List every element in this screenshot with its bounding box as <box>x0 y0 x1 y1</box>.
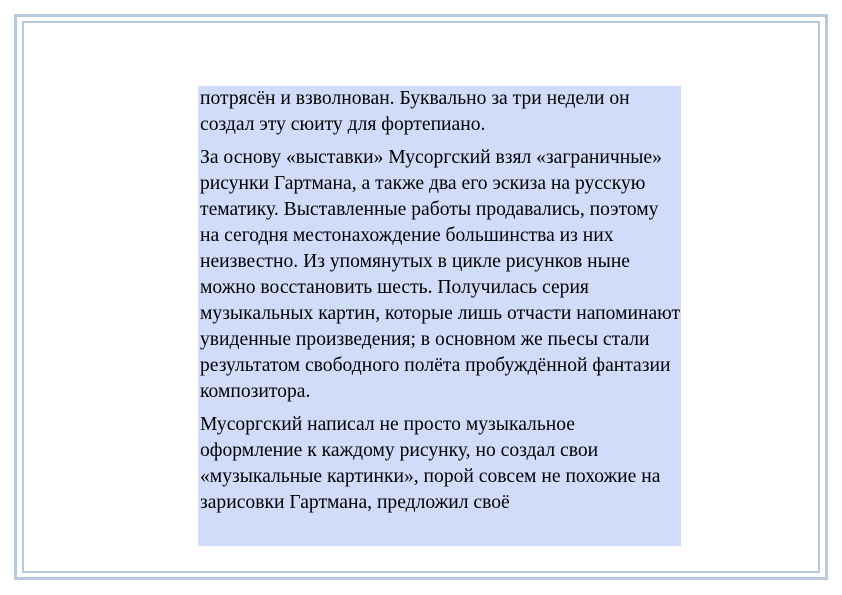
paragraph-1: потрясён и взволнован. Буквально за три недели он создал эту сюиту для фортепиано. <box>200 88 630 135</box>
paragraph-2: За основу «выставки» Мусоргский взял «заграничные» рисунки Гартмана, а также два его эскиза на русскую тематику. Выставленные работы продавались, поэтому на сегодня местонахождение большинства из них неизвестно. Из упомянутых в цикле рисунков ныне можно восстановить шесть. Получилась серия музыкальных картин, которые лишь отчасти напоминают увиденные произведения; в основном же пьесы стали результатом свободного полёта пробуждённой фантазии композитора. <box>200 147 681 402</box>
paragraph-3: Мусоргский написал не просто музыкальное оформление к каждому рисунку, но создал свои «музыкальные картинки», порой совсем не похожие на зарисовки Гартмана, предложил своё <box>200 414 661 513</box>
text-block <box>198 86 681 546</box>
